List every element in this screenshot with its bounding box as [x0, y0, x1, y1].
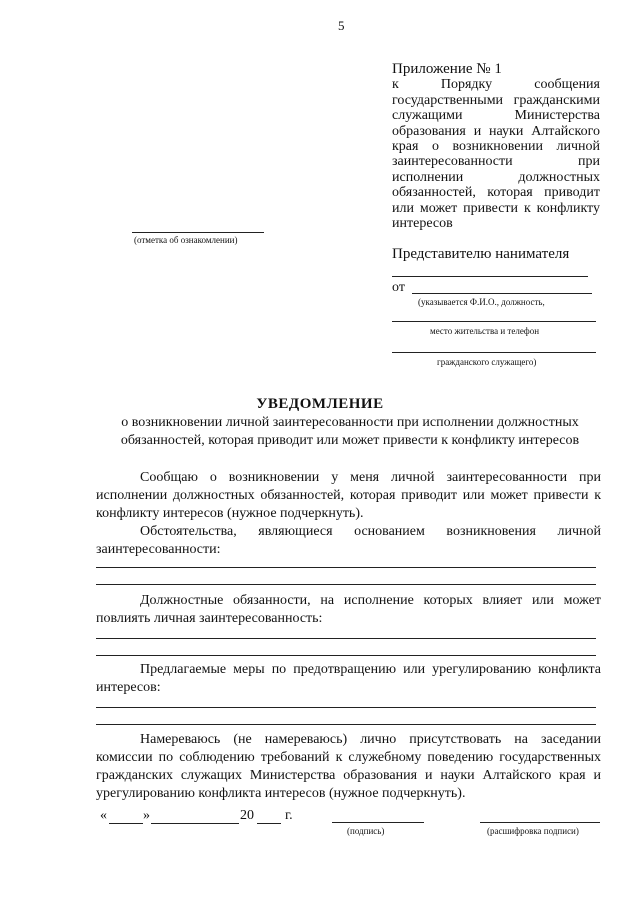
- date-day-line: [109, 823, 143, 824]
- acknowledgement-label: (отметка об ознакомлении): [134, 235, 238, 245]
- paragraph-duties: Должностные обязанности, на исполнение которых влияет или может повлиять личная заинтересованность:: [96, 593, 601, 626]
- fill-line-measures-1: [96, 707, 596, 708]
- appendix-title: Приложение № 1: [392, 61, 502, 77]
- addressee-line-3: [392, 321, 596, 322]
- acknowledgement-line: [132, 232, 264, 233]
- addressee-line-4: [392, 352, 596, 353]
- fill-line-circumstances-2: [96, 584, 596, 585]
- date-year-prefix: 20: [240, 808, 254, 823]
- addressee-hint-3: гражданского служащего): [437, 357, 537, 367]
- fill-line-measures-2: [96, 724, 596, 725]
- document-title: УВЕДОМЛЕНИЕ: [256, 396, 384, 412]
- fill-line-duties-1: [96, 638, 596, 639]
- date-month-line: [151, 823, 239, 824]
- signature-line: [332, 822, 424, 823]
- addressee-hint-2: место жительства и телефон: [430, 326, 540, 336]
- date-year-suffix: г.: [285, 808, 293, 823]
- appendix-block: [392, 62, 600, 231]
- paragraph-attendance: Намереваюсь (не намереваюсь) лично присутствовать на заседании комиссии по соблюдению требований к служебному поведению государственных гражданских служащих Министерства образования и науки Алтайского края и урегулированию конфликта интересов (нужное подчеркнуть).: [96, 732, 601, 801]
- fill-line-duties-2: [96, 655, 596, 656]
- addressee-line-1: [392, 276, 588, 277]
- signature-decode-line: [480, 822, 600, 823]
- addressee-to: Представителю нанимателя: [392, 246, 570, 262]
- date-open-quote: «: [100, 808, 107, 823]
- date-close-quote: »: [143, 808, 150, 823]
- page-number: 5: [338, 18, 345, 33]
- document-subtitle: о возникновении личной заинтересованности при исполнении должностных обязанностей, которая приводит или может привести к конфликту интересов: [120, 415, 580, 448]
- date-year-line: [257, 823, 281, 824]
- fill-line-circumstances-1: [96, 567, 596, 568]
- paragraph-report: Сообщаю о возникновении у меня личной заинтересованности при исполнении должностных обязанностей, которая приводит или может привести к конфликту интересов (нужное подчеркнуть).: [96, 470, 601, 521]
- appendix-text: к Порядку сообщения государственными гражданскими служащими Министерства образования и науки Алтайского края о возникновении личной заинтересованности при исполнении должностных обязанностей, которая приводит или может привести к конфликту интересов: [392, 77, 600, 232]
- signature-decode-label: (расшифровка подписи): [487, 826, 579, 836]
- signature-label: (подпись): [347, 826, 385, 836]
- addressee-hint-1: (указывается Ф.И.О., должность,: [418, 297, 545, 307]
- paragraph-measures: Предлагаемые меры по предотвращению или урегулированию конфликта интересов:: [96, 662, 601, 695]
- addressee-line-2: [412, 293, 592, 294]
- paragraph-circumstances: Обстоятельства, являющиеся основанием возникновения личной заинтересованности:: [96, 524, 601, 557]
- addressee-from: от: [392, 280, 405, 295]
